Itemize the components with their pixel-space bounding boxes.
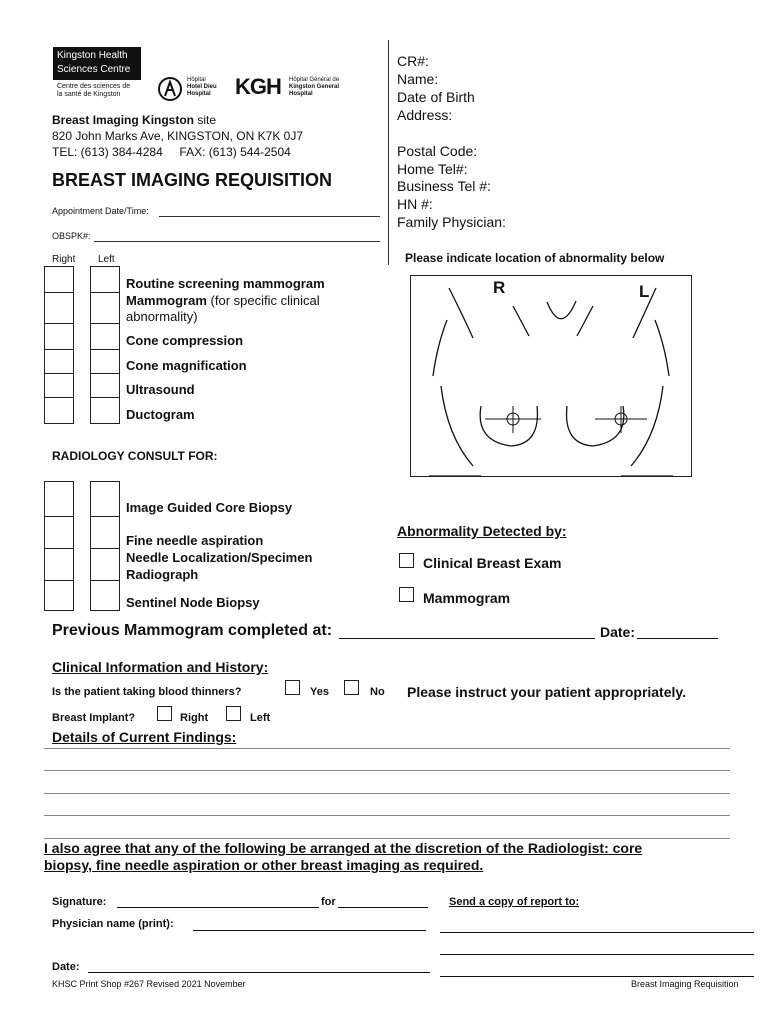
implant-left-label: Left [250, 712, 271, 724]
consult-left-checkbox-needle-loc[interactable] [90, 548, 120, 581]
field-name[interactable]: Name: [397, 71, 439, 87]
previous-date-label: Date: [600, 624, 636, 640]
exam-left-checkbox-routine[interactable] [90, 266, 120, 293]
physician-name-field[interactable] [193, 930, 426, 931]
diagram-caption: Please indicate location of abnormality below [405, 251, 665, 265]
exam-left-checkbox-ultrasound[interactable] [90, 373, 120, 398]
field-postal-code[interactable]: Postal Code: [397, 143, 478, 159]
obspk-label: OBSPK#: [52, 231, 91, 241]
appointment-field[interactable] [159, 216, 380, 217]
exam-label-ultrasound: Ultrasound [126, 382, 195, 397]
previous-mammogram-label: Previous Mammogram completed at: [52, 622, 333, 639]
logo-fr-line2: la santé de Kingston [57, 91, 121, 98]
exam-left-checkbox-cone-compression[interactable] [90, 323, 120, 350]
consult-heading: RADIOLOGY CONSULT FOR: [52, 449, 218, 463]
signature-for-label: for [321, 896, 336, 908]
date-field[interactable] [88, 972, 430, 973]
field-address[interactable]: Address: [397, 107, 453, 123]
exam-right-checkbox-mammogram[interactable] [44, 292, 74, 324]
findings-line-3[interactable] [44, 793, 730, 794]
column-left-label: Left [98, 254, 115, 265]
exam-label-routine: Routine screening mammogram [126, 276, 325, 291]
exam-label-mammogram [126, 293, 320, 308]
breast-implant-question: Breast Implant? [52, 712, 136, 724]
agreement-line-1: I also agree that any of the following be arranged at the discretion of the Radiologist: core [44, 840, 643, 856]
exam-mammogram-note-line2: abnormality) [126, 309, 198, 324]
consult-left-checkbox-core-biopsy[interactable] [90, 481, 120, 517]
exam-right-checkbox-ductogram[interactable] [44, 397, 74, 424]
logo-fr-line1: Centre des sciences de [57, 83, 131, 90]
exam-right-checkbox-ultrasound[interactable] [44, 373, 74, 398]
exam-left-checkbox-mammogram[interactable] [90, 292, 120, 324]
signature-label: Signature: [52, 896, 107, 908]
breast-diagram[interactable] [410, 275, 692, 477]
implant-right-label: Right [180, 712, 209, 724]
field-home-tel[interactable]: Home Tel#: [397, 161, 468, 177]
hdh-line1: Hôpital [187, 77, 206, 83]
field-cr[interactable]: CR#: [397, 53, 429, 69]
header-divider [388, 40, 389, 265]
exam-mammogram-note: (for specific clinical [206, 293, 320, 308]
send-copy-label: Send a copy of report to: [449, 896, 580, 908]
date-label: Date: [52, 961, 80, 973]
site-name-bold: Breast Imaging Kingston [52, 113, 195, 127]
findings-line-1[interactable] [44, 748, 730, 749]
column-right-label: Right [52, 254, 76, 265]
exam-left-checkbox-ductogram[interactable] [90, 397, 120, 424]
logo-name-line1: Kingston Health [57, 50, 128, 61]
findings-heading: Details of Current Findings: [52, 729, 237, 745]
consult-label-fna: Fine needle aspiration [126, 533, 264, 548]
exam-mammogram-bold: Mammogram [126, 293, 207, 308]
site-name-rest: site [194, 113, 217, 127]
page-title: BREAST IMAGING REQUISITION [52, 170, 333, 190]
findings-line-2[interactable] [44, 770, 730, 771]
detected-heading: Abnormality Detected by: [397, 523, 567, 539]
implant-right-checkbox[interactable] [157, 706, 172, 721]
hdh-line2: Hotel Dieu [187, 84, 217, 90]
kgh-line1: Hôpital Général de [289, 77, 340, 83]
exam-label-cone-compression: Cone compression [126, 333, 244, 348]
consult-right-checkbox-fna[interactable] [44, 516, 74, 549]
detected-checkbox-clinical[interactable] [399, 553, 414, 568]
consult-label-sentinel: Sentinel Node Biopsy [126, 595, 260, 610]
findings-line-4[interactable] [44, 815, 730, 816]
exam-label-ductogram: Ductogram [126, 407, 195, 422]
hdh-line3: Hospital [187, 91, 211, 97]
exam-left-checkbox-cone-magnification[interactable] [90, 349, 120, 374]
footer-print-shop: KHSC Print Shop #267 Revised 2021 November [52, 979, 246, 989]
exam-right-checkbox-routine[interactable] [44, 266, 74, 293]
site-name [52, 113, 216, 127]
detected-checkbox-mammogram[interactable] [399, 587, 414, 602]
diagram-label-r: R [493, 278, 506, 297]
field-dob[interactable]: Date of Birth [397, 89, 475, 105]
breast-outline-icon [411, 276, 691, 476]
findings-line-5[interactable] [44, 838, 730, 839]
appointment-label: Appointment Date/Time: [52, 206, 149, 216]
logo-name-line2: Sciences Centre [57, 64, 131, 75]
consult-right-checkbox-needle-loc[interactable] [44, 548, 74, 581]
consult-left-checkbox-sentinel[interactable] [90, 580, 120, 611]
blood-thinners-no-checkbox[interactable] [344, 680, 359, 695]
implant-left-checkbox[interactable] [226, 706, 241, 721]
detected-label-mammogram: Mammogram [423, 590, 511, 606]
consult-label-radiograph: Radiograph [126, 567, 199, 582]
consult-right-checkbox-core-biopsy[interactable] [44, 481, 74, 517]
diagram-label-l: L [639, 282, 650, 301]
consult-right-checkbox-sentinel[interactable] [44, 580, 74, 611]
hotel-dieu-icon [157, 76, 183, 102]
field-business-tel[interactable]: Business Tel #: [397, 178, 491, 194]
field-hn[interactable]: HN #: [397, 196, 433, 212]
consult-left-checkbox-fna[interactable] [90, 516, 120, 549]
send-copy-line-3[interactable] [440, 976, 754, 977]
previous-mammogram-field[interactable] [339, 638, 595, 639]
site-phone: TEL: (613) 384-4284 FAX: (613) 544-2504 [52, 145, 291, 159]
exam-label-cone-magnification: Cone magnification [126, 358, 247, 373]
clinical-heading: Clinical Information and History: [52, 659, 269, 675]
send-copy-line-2[interactable] [440, 954, 754, 955]
physician-name-label: Physician name (print): [52, 918, 174, 930]
blood-thinners-yes-label: Yes [310, 686, 329, 698]
instruct-patient-note: Please instruct your patient appropriately. [407, 684, 687, 700]
obspk-field[interactable] [94, 241, 380, 242]
exam-right-checkbox-cone-compression[interactable] [44, 323, 74, 350]
detected-label-clinical: Clinical Breast Exam [423, 555, 562, 571]
site-address: 820 John Marks Ave, KINGSTON, ON K7K 0J7 [52, 129, 303, 143]
blood-thinners-question: Is the patient taking blood thinners? [52, 686, 242, 698]
previous-date-field[interactable] [637, 638, 718, 639]
consult-label-needle-loc: Needle Localization/Specimen [126, 550, 313, 565]
exam-right-checkbox-cone-magnification[interactable] [44, 349, 74, 374]
blood-thinners-no-label: No [370, 686, 385, 698]
footer-form-name: Breast Imaging Requisition [631, 979, 739, 989]
kgh-line2: Kingston General [289, 84, 340, 90]
send-copy-line-1[interactable] [440, 932, 754, 933]
blood-thinners-yes-checkbox[interactable] [285, 680, 300, 695]
signature-for-field[interactable] [338, 907, 428, 908]
consult-label-core-biopsy: Image Guided Core Biopsy [126, 500, 293, 515]
kgh-logo-mark: KGH [235, 74, 281, 99]
khsc-logo [53, 47, 141, 80]
agreement-line-2: biopsy, fine needle aspiration or other breast imaging as required. [44, 857, 484, 873]
signature-field[interactable] [117, 907, 319, 908]
field-family-physician[interactable]: Family Physician: [397, 214, 506, 230]
kgh-line3: Hospital [289, 91, 313, 97]
